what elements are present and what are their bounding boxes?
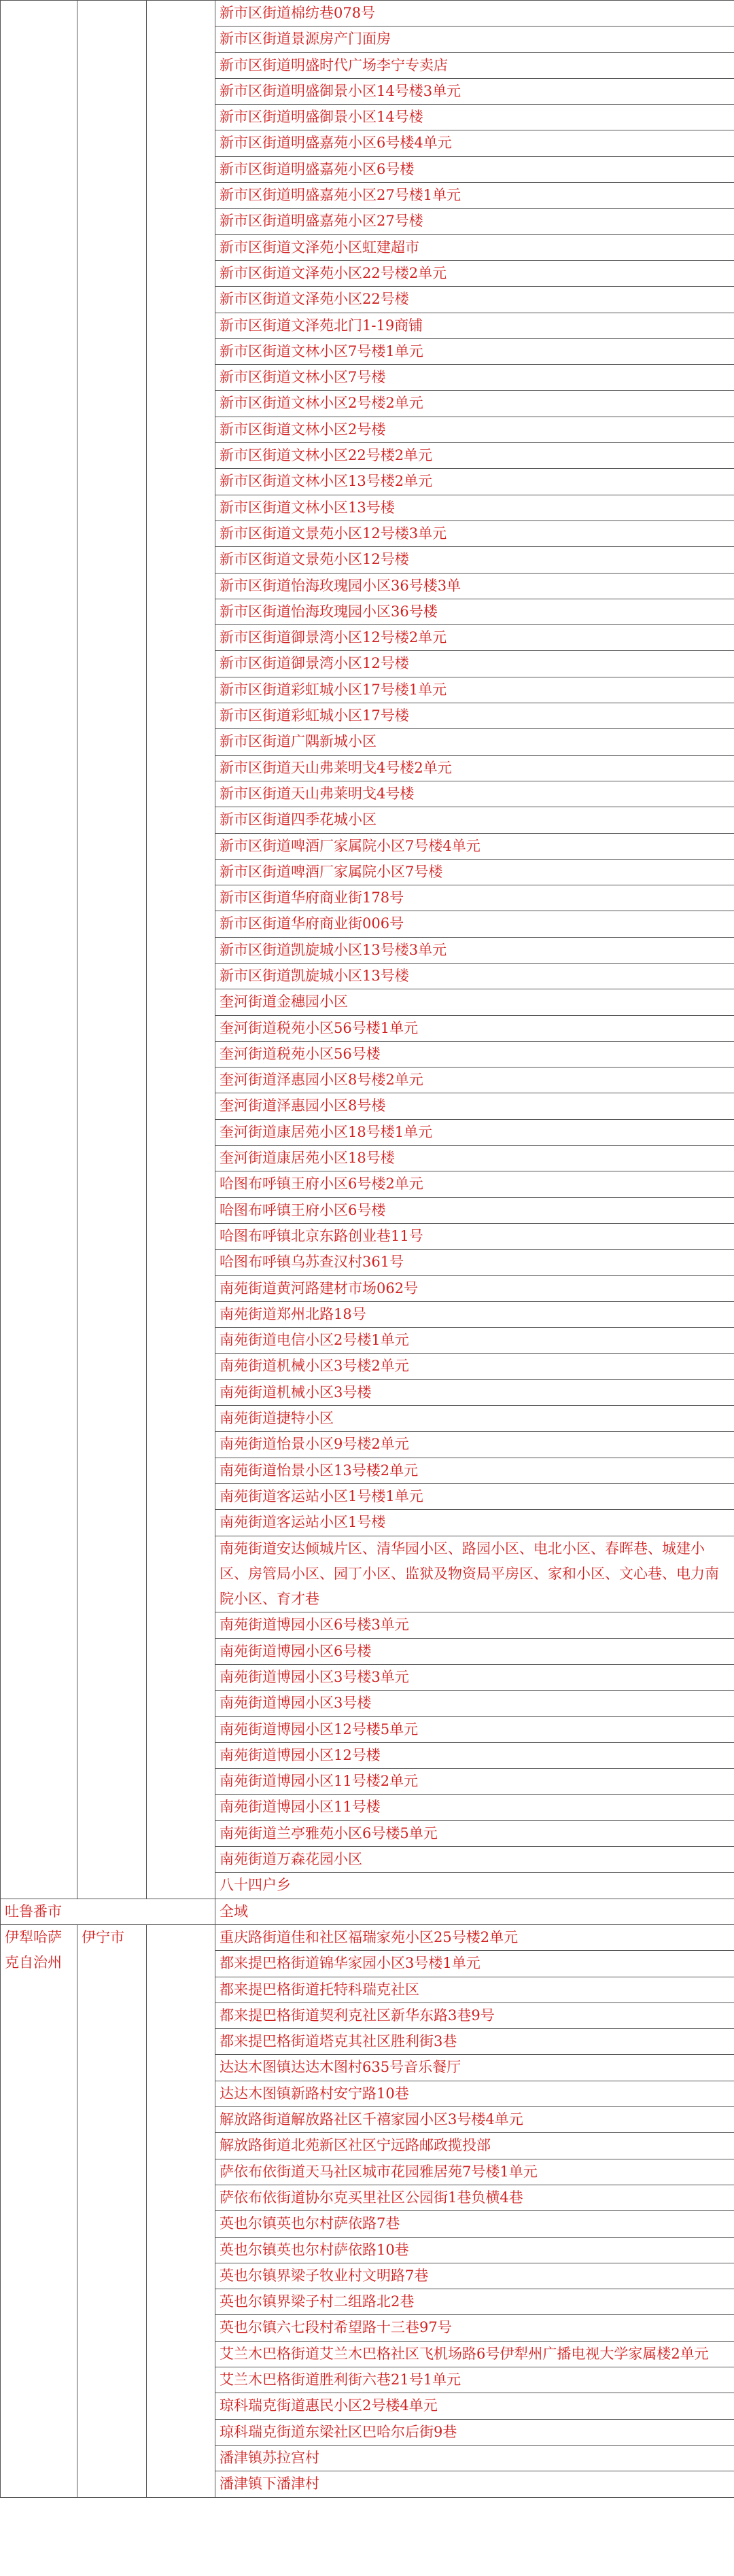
area-cell: 琼科瑞克街道惠民小区2号楼4单元: [215, 2393, 734, 2419]
area-cell: 南苑街道郑州北路18号: [215, 1301, 734, 1327]
area-cell: 新市区街道御景湾小区12号楼2单元: [215, 625, 734, 651]
area-cell: 新市区街道怡海玫瑰园小区36号楼: [215, 599, 734, 624]
area-cell: 奎河街道康居苑小区18号楼: [215, 1146, 734, 1171]
area-cell: 南苑街道博园小区3号楼: [215, 1691, 734, 1716]
area-cell: 南苑街道兰亭雅苑小区6号楼5单元: [215, 1820, 734, 1846]
area-cell: 南苑街道电信小区2号楼1单元: [215, 1328, 734, 1354]
area-cell: 全域: [215, 1899, 734, 1924]
area-cell: 新市区街道文林小区7号楼1单元: [215, 338, 734, 364]
area-cell: 新市区街道文林小区7号楼: [215, 365, 734, 391]
area-cell: 达达木图镇达达木图村635号音乐餐厅: [215, 2055, 734, 2081]
area-cell: 奎河街道泽惠园小区8号楼2单元: [215, 1068, 734, 1093]
region-cell: [1, 1, 77, 1899]
area-cell: 新市区街道文林小区13号楼: [215, 495, 734, 521]
area-cell: 南苑街道机械小区3号楼: [215, 1379, 734, 1405]
area-cell: 英也尔镇界梁子村二组路北2巷: [215, 2289, 734, 2315]
area-cell: 萨依布依街道天马社区城市花园雅居苑7号楼1单元: [215, 2159, 734, 2185]
area-cell: 八十四户乡: [215, 1873, 734, 1899]
area-cell: 新市区街道怡海玫瑰园小区36号楼3单: [215, 573, 734, 599]
area-cell: 都来提巴格街道契利克社区新华东路3巷9号: [215, 2002, 734, 2028]
area-cell: 新市区街道文泽苑小区22号楼2单元: [215, 260, 734, 286]
area-cell: 新市区街道彩虹城小区17号楼1单元: [215, 677, 734, 703]
area-cell: 达达木图镇新路村安宁路10巷: [215, 2081, 734, 2106]
area-cell: 奎河街道税苑小区56号楼: [215, 1041, 734, 1067]
table-row: [1, 1, 734, 27]
area-cell: 解放路街道解放路社区千禧家园小区3号楼4单元: [215, 2107, 734, 2133]
area-cell: 都来提巴格街道托特科瑞克社区: [215, 1977, 734, 2002]
area-cell: 新市区街道文泽苑小区22号楼: [215, 287, 734, 313]
area-cell: 新市区街道凯旋城小区13号楼: [215, 963, 734, 989]
area-cell: 南苑街道博园小区12号楼: [215, 1742, 734, 1768]
area-cell: 新市区街道明盛嘉苑小区27号楼1单元: [215, 183, 734, 209]
area-cell: 南苑街道客运站小区1号楼1单元: [215, 1483, 734, 1509]
region-cell: 吐鲁番市: [1, 1899, 215, 1924]
area-cell: 南苑街道捷特小区: [215, 1406, 734, 1432]
area-cell: 新市区街道明盛嘉苑小区6号楼: [215, 156, 734, 182]
area-cell: 新市区街道文泽苑北门1-19商铺: [215, 313, 734, 338]
area-cell: 萨依布依街道协尔克买里社区公园街1巷负横4巷: [215, 2185, 734, 2210]
area-cell: 哈图布呼镇北京东路创业巷11号: [215, 1223, 734, 1249]
area-cell: 奎河街道金穗园小区: [215, 989, 734, 1015]
region-cell: 伊犁哈萨克自治州: [1, 1924, 77, 2497]
area-cell: 南苑街道怡景小区9号楼2单元: [215, 1432, 734, 1458]
area-cell: 南苑街道博园小区11号楼2单元: [215, 1769, 734, 1795]
area-cell: 新市区街道景源房产门面房: [215, 27, 734, 52]
area-cell: 新市区街道华府商业街006号: [215, 911, 734, 937]
area-cell: 哈图布呼镇乌苏查汉村361号: [215, 1250, 734, 1275]
area-cell: 英也尔镇界梁子牧业村文明路7巷: [215, 2263, 734, 2289]
area-cell: 新市区街道啤酒厂家属院小区7号楼4单元: [215, 833, 734, 859]
area-cell: 新市区街道明盛嘉苑小区27号楼: [215, 209, 734, 234]
area-cell: 新市区街道文林小区2号楼: [215, 417, 734, 442]
risk-area-table-body: [1, 1, 734, 2498]
table-row: [1, 1899, 734, 1924]
area-cell: 南苑街道黄河路建材市场062号: [215, 1275, 734, 1301]
area-cell: 南苑街道博园小区6号楼: [215, 1638, 734, 1664]
area-cell: 南苑街道博园小区11号楼: [215, 1795, 734, 1820]
area-cell: 哈图布呼镇王府小区6号楼: [215, 1197, 734, 1223]
area-cell: 新市区街道彩虹城小区17号楼: [215, 703, 734, 729]
area-cell: 都来提巴格街道锦华家园小区3号楼1单元: [215, 1951, 734, 1977]
table-row: [1, 1924, 734, 1950]
area-cell: 潘津镇下潘津村: [215, 2471, 734, 2497]
area-cell: 新市区街道棉纺巷078号: [215, 1, 734, 27]
area-cell: 新市区街道明盛御景小区14号楼3单元: [215, 78, 734, 104]
area-cell: 新市区街道文泽苑小区虹建超市: [215, 234, 734, 260]
area-cell: 南苑街道安达倾城片区、清华园小区、路园小区、电北小区、春晖巷、城建小区、房管局小区、园丁小区、监狱及物资局平房区、家和小区、文心巷、电力南院小区、育才巷: [215, 1536, 734, 1612]
area-cell: 英也尔镇英也尔村萨依路7巷: [215, 2211, 734, 2237]
area-cell: 新市区街道文林小区2号楼2单元: [215, 391, 734, 417]
district-cell: [147, 1924, 215, 2497]
area-cell: 奎河街道税苑小区56号楼1单元: [215, 1015, 734, 1041]
area-cell: 新市区街道明盛嘉苑小区6号楼4单元: [215, 130, 734, 156]
area-cell: 新市区街道御景湾小区12号楼: [215, 651, 734, 677]
area-cell: 英也尔镇英也尔村萨依路10巷: [215, 2237, 734, 2263]
area-cell: 新市区街道啤酒厂家属院小区7号楼: [215, 859, 734, 885]
area-cell: 奎河街道康居苑小区18号楼1单元: [215, 1119, 734, 1145]
area-cell: 新市区街道明盛时代广场李宁专卖店: [215, 52, 734, 78]
city-cell: [77, 1, 147, 1899]
area-cell: 新市区街道广隅新城小区: [215, 729, 734, 755]
area-cell: 新市区街道天山弗莱明戈4号楼: [215, 781, 734, 807]
area-cell: 琼科瑞克街道东梁社区巴哈尔后街9巷: [215, 2419, 734, 2445]
area-cell: 新市区街道明盛御景小区14号楼: [215, 105, 734, 130]
area-cell: 新市区街道文林小区22号楼2单元: [215, 443, 734, 469]
area-cell: 南苑街道万森花园小区: [215, 1847, 734, 1873]
area-cell: 艾兰木巴格街道艾兰木巴格社区飞机场路6号伊犁州广播电视大学家属楼2单元: [215, 2341, 734, 2367]
area-cell: 新市区街道凯旋城小区13号楼3单元: [215, 937, 734, 963]
area-cell: 都来提巴格街道塔克其社区胜利街3巷: [215, 2029, 734, 2055]
area-cell: 新市区街道天山弗莱明戈4号楼2单元: [215, 755, 734, 781]
area-cell: 新市区街道四季花城小区: [215, 807, 734, 833]
area-cell: 艾兰木巴格街道胜利街六巷21号1单元: [215, 2367, 734, 2393]
area-cell: 解放路街道北苑新区社区宁远路邮政揽投部: [215, 2133, 734, 2159]
area-cell: 南苑街道客运站小区1号楼: [215, 1510, 734, 1536]
area-cell: 重庆路街道佳和社区福瑞家苑小区25号楼2单元: [215, 1924, 734, 1950]
area-cell: 新市区街道华府商业街178号: [215, 885, 734, 911]
area-cell: 新市区街道文景苑小区12号楼: [215, 547, 734, 573]
area-cell: 潘津镇苏拉宫村: [215, 2445, 734, 2471]
area-cell: 南苑街道博园小区3号楼3单元: [215, 1665, 734, 1691]
area-cell: 奎河街道泽惠园小区8号楼: [215, 1093, 734, 1119]
area-cell: 新市区街道文林小区13号楼2单元: [215, 469, 734, 495]
area-cell: 南苑街道博园小区6号楼3单元: [215, 1612, 734, 1638]
district-cell: [147, 1, 215, 1899]
area-cell: 南苑街道怡景小区13号楼2单元: [215, 1458, 734, 1483]
area-cell: 新市区街道文景苑小区12号楼3单元: [215, 521, 734, 546]
area-cell: 哈图布呼镇王府小区6号楼2单元: [215, 1171, 734, 1197]
area-cell: 南苑街道机械小区3号楼2单元: [215, 1354, 734, 1379]
area-cell: 南苑街道博园小区12号楼5单元: [215, 1716, 734, 1742]
city-cell: 伊宁市: [77, 1924, 147, 2497]
area-cell: 英也尔镇六七段村希望路十三巷97号: [215, 2315, 734, 2341]
